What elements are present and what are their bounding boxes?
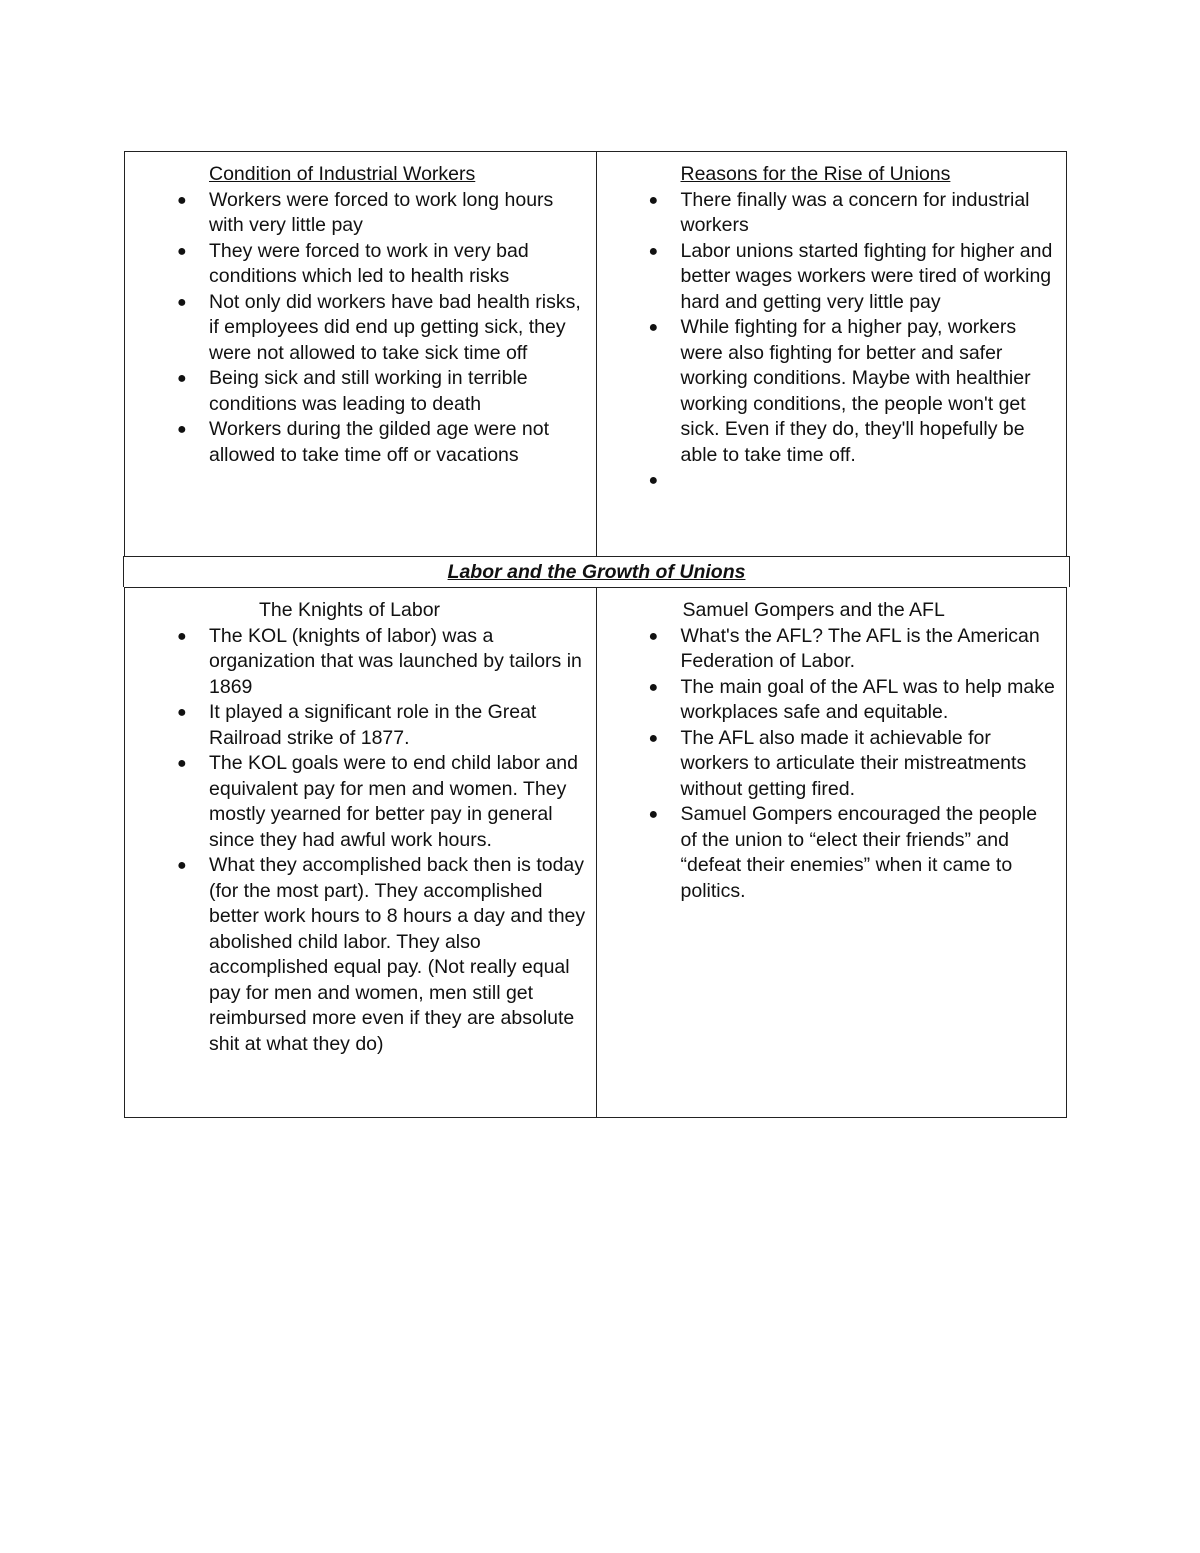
- condition-list: [171, 188, 586, 469]
- list-item: ● The main goal of the AFL was to help make workplaces safe and equitable.: [648, 675, 1055, 723]
- bottom-row: [124, 587, 1067, 1118]
- bullet-icon: ●: [648, 472, 659, 489]
- list-item: ● What's the AFL? The AFL is the American Federation of Labor.: [648, 624, 1040, 672]
- bullet-icon: ●: [648, 319, 659, 336]
- kol-cell: [125, 588, 596, 1117]
- condition-cell: [125, 152, 596, 556]
- list-item: ● Workers during the gilded age were not allowed to take time off or vacations: [177, 418, 550, 466]
- kol-heading: The Knights of Labor: [259, 599, 441, 621]
- reasons-cell: [596, 152, 1067, 556]
- notes-table: [124, 151, 1067, 1118]
- reasons-list: [643, 188, 1057, 494]
- afl-heading: Samuel Gompers and the AFL: [682, 599, 945, 621]
- list-item: ● It played a significant role in the Great Railroad strike of 1877.: [177, 701, 537, 749]
- list-item: ● Not only did workers have bad health risks, if employees did end up getting sick, they were not allowed to take sick time off: [177, 290, 581, 364]
- section-banner: [123, 556, 1070, 587]
- condition-heading: Condition of Industrial Workers: [209, 163, 476, 185]
- list-item: [643, 468, 1057, 494]
- top-row: [124, 151, 1067, 556]
- afl-list: [643, 624, 1057, 905]
- bullet-icon: ●: [648, 242, 659, 260]
- bullet-icon: ●: [177, 421, 187, 438]
- bullet-icon: ●: [648, 729, 659, 747]
- list-item: ● Samuel Gompers encouraged the people of the union to “elect their friends” and “defeat their enemies” when it came to politics.: [648, 803, 1038, 902]
- bullet-icon: ●: [177, 704, 187, 721]
- list-item: ● The KOL (knights of labor) was a organization that was launched by tailors in 1869: [177, 624, 582, 698]
- list-item: ● While fighting for a higher pay, workers were also fighting for better and safer working conditions. Maybe with healthier working conditions, the people won't get sick. Even if they do, they'll hopefully be able to take time off.: [648, 316, 1031, 466]
- bullet-icon: ●: [648, 627, 659, 645]
- list-item: ● Workers were forced to work long hours with very little pay: [177, 188, 554, 236]
- list-item: ● There finally was a concern for industrial workers: [648, 188, 1030, 236]
- bullet-icon: ●: [648, 806, 659, 823]
- bullet-icon: ●: [177, 191, 187, 209]
- bullet-icon: ●: [177, 370, 187, 387]
- section-title: Labor and the Growth of Unions: [447, 561, 746, 583]
- list-item: ● What they accomplished back then is today (for the most part). They accomplished better work hours to 8 hours a day and they abolished child labor. They also accomplished equal pay. (Not really equal pay for men and women, men still get reimbursed more even if they are absolute shit at what they do): [177, 854, 586, 1055]
- list-item: ● The AFL also made it achievable for workers to articulate their mistreatments without getting fired.: [648, 726, 1027, 800]
- kol-list: [171, 624, 586, 1058]
- list-item: ● Being sick and still working in terrible conditions was leading to death: [177, 367, 528, 415]
- bullet-icon: ●: [648, 678, 659, 696]
- list-item: ● The KOL goals were to end child labor and equivalent pay for men and women. They mostly yearned for better pay in general since they had awful work hours.: [177, 752, 578, 851]
- list-item: ● They were forced to work in very bad conditions which led to health risks: [177, 239, 529, 287]
- reasons-heading: Reasons for the Rise of Unions: [680, 163, 951, 185]
- bullet-icon: ●: [177, 293, 187, 311]
- afl-cell: [596, 588, 1067, 1117]
- bullet-icon: ●: [177, 755, 187, 772]
- bullet-icon: ●: [648, 191, 659, 209]
- bullet-icon: ●: [177, 627, 187, 645]
- bullet-icon: ●: [177, 242, 187, 260]
- list-item: ● Labor unions started fighting for higher and better wages workers were tired of working hard and getting very little pay: [648, 239, 1053, 313]
- bullet-icon: ●: [177, 857, 187, 874]
